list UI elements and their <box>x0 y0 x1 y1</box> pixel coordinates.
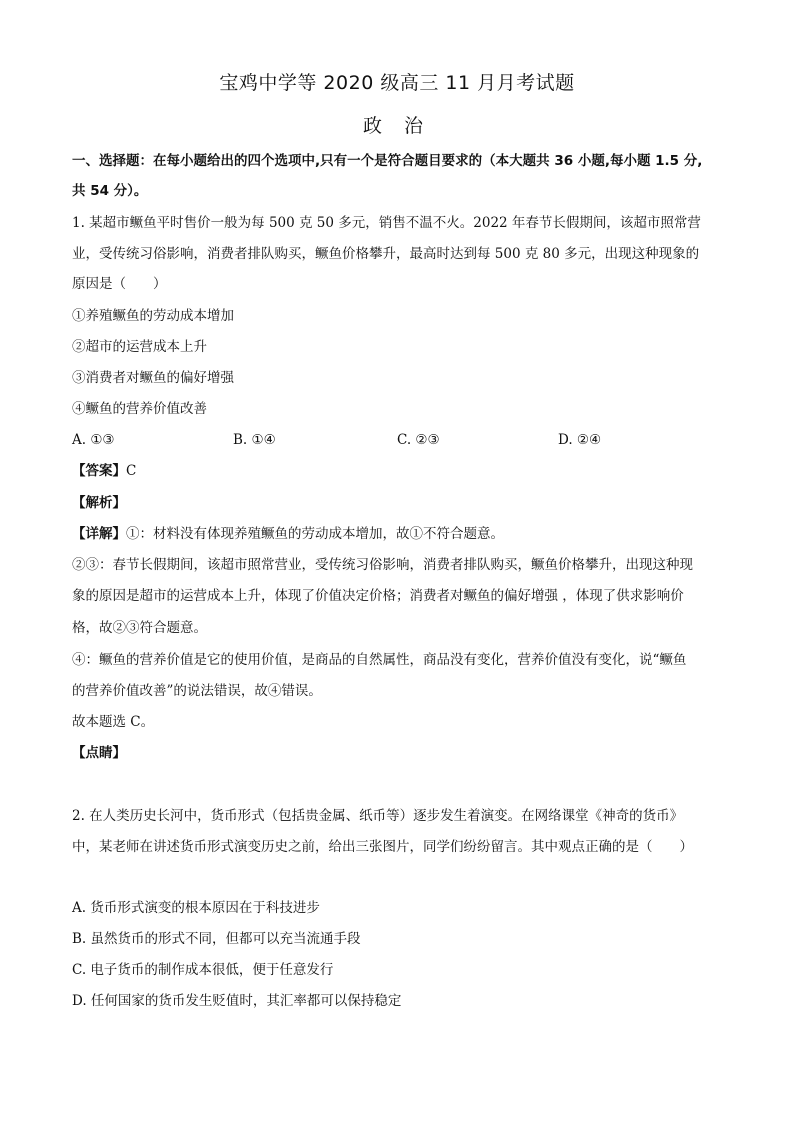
q2-option-c: C. 电子货币的制作成本很低，便于任意发行 <box>72 962 334 978</box>
q1-stem-line2: 业，受传统习俗影响，消费者排队购买，鳜鱼价格攀升，最高时达到每 500 克 80 多元，出现这种现象的 <box>72 246 700 262</box>
section-heading-line2: 共 54 分）。 <box>72 183 148 199</box>
q1-item-2: ②超市的运营成本上升 <box>72 339 207 355</box>
detail-text-1: ①：材料没有体现养殖鳜鱼的劳动成本增加，故①不符合题意。 <box>126 526 504 542</box>
q1-detail-line3: 象的原因是超市的运营成本上升，体现了价值决定价格；消费者对鳜鱼的偏好增强 ，体现了供求影响价 <box>72 588 684 604</box>
answer-value: C <box>126 463 137 479</box>
subject-title: 政 治 <box>362 115 432 137</box>
exam-title: 宝鸡中学等 2020 级高三 11 月月考试题 <box>219 72 575 94</box>
analysis-label: 【解析】 <box>72 495 126 511</box>
section-heading-line1: 一、选择题：在每小题给出的四个选项中,只有一个是符合题目要求的（本大题共 36 小题,每小题 1.5 分, <box>72 153 703 169</box>
remark-label: 【点睛】 <box>72 745 126 761</box>
q1-item-4: ④鳜鱼的营养价值改善 <box>72 401 207 417</box>
q1-detail-line1 <box>72 523 732 545</box>
q1-stem-line3: 原因是（ ） <box>72 276 167 292</box>
q1-conclusion: 故本题选 C。 <box>72 714 155 730</box>
detail-label: 【详解】 <box>72 526 126 542</box>
q1-stem-line1: 1. 某超市鳜鱼平时售价一般为每 500 克 50 多元，销售不温不火。2022 年春节长假期间，该超市照常营 <box>72 215 701 231</box>
q1-option-c: C. ②③ <box>397 432 440 448</box>
q1-item-3: ③消费者对鳜鱼的偏好增强 <box>72 370 234 386</box>
q1-item-1: ①养殖鳜鱼的劳动成本增加 <box>72 308 234 324</box>
q2-option-a: A. 货币形式演变的根本原因在于科技进步 <box>72 900 320 916</box>
q2-stem-line2: 中，某老师在讲述货币形式演变历史之前，给出三张图片，同学们纷纷留言。其中观点正确的是（ ） <box>72 839 693 855</box>
q1-detail-line6: 的营养价值改善”的说法错误，故④错误。 <box>72 683 322 699</box>
q1-detail-line4: 格，故②③符合题意。 <box>72 620 207 636</box>
q2-stem-line1: 2. 在人类历史长河中，货币形式（包括贵金属、纸币等）逐步发生着演变。在网络课堂《神奇的货币》 <box>72 808 684 824</box>
q2-option-d: D. 任何国家的货币发生贬值时，其汇率都可以保持稳定 <box>72 993 402 1009</box>
q1-option-b: B. ①④ <box>233 432 276 448</box>
answer-label: 【答案】 <box>72 463 126 479</box>
q1-detail-line5: ④：鳜鱼的营养价值是它的使用价值，是商品的自然属性，商品没有变化，营养价值没有变化，说“鳜鱼 <box>72 652 687 668</box>
q1-option-d: D. ②④ <box>558 432 602 448</box>
q1-answer <box>72 460 732 482</box>
q1-option-a: A. ①③ <box>72 432 115 448</box>
q2-option-b: B. 虽然货币的形式不同，但都可以充当流通手段 <box>72 931 361 947</box>
q1-detail-line2: ②③：春节长假期间，该超市照常营业，受传统习俗影响，消费者排队购买，鳜鱼价格攀升，出现这种现 <box>72 557 693 573</box>
